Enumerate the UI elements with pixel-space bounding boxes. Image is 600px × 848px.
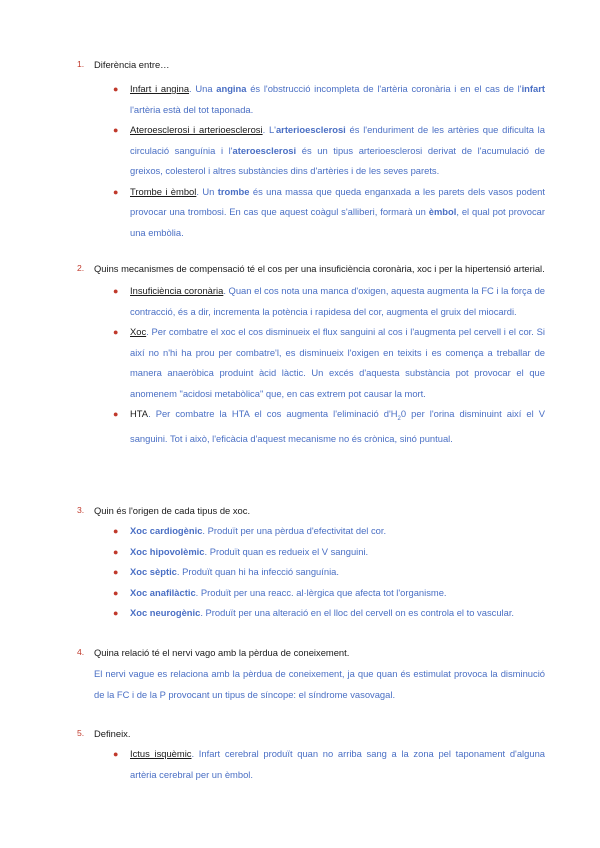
list-item xyxy=(77,322,545,404)
list-item xyxy=(77,521,545,542)
definition: . Per combatre la HTA el cos augmenta l'eliminació $d'H_20$ per l'orina disminuint així el V sanguini. Tot i això, l'eficàcia d'aquest mecanisme no és crònica, sinó puntual. xyxy=(130,408,545,445)
list-item xyxy=(77,182,545,244)
term: HTA xyxy=(130,408,149,419)
bullet-icon: ● xyxy=(113,587,119,598)
list-item xyxy=(77,79,545,120)
answer-list xyxy=(77,744,545,785)
term: Ictus isquèmic xyxy=(130,748,192,759)
bullet-icon: ● xyxy=(113,608,119,618)
question-number: 1. xyxy=(77,59,85,69)
list-item xyxy=(77,603,545,624)
bullet-icon: ● xyxy=(113,84,119,94)
bullet-icon: ● xyxy=(113,567,119,577)
term: Infart i angina xyxy=(130,83,190,94)
question-number: 4. xyxy=(77,647,85,657)
question-1 xyxy=(77,54,545,243)
term: Trombe i èmbol xyxy=(130,185,197,197)
bullet-icon: ● xyxy=(113,409,119,419)
term: Insuficiència coronària xyxy=(130,285,224,296)
question-text: Quin és l'origen de cada tipus de xoc. xyxy=(94,505,251,516)
definition: . Produït per una reacc. al·lèrgica que afecta tot l'organisme. xyxy=(195,586,447,598)
question-number: 5. xyxy=(77,728,85,738)
term: Xoc sèptic xyxy=(130,566,177,577)
list-item xyxy=(77,583,545,604)
question-5 xyxy=(77,723,545,785)
bullet-icon: ● xyxy=(113,546,119,557)
bullet-icon: ● xyxy=(113,526,119,536)
question-text: Defineix. xyxy=(94,728,131,739)
definition: . Quan el cos nota una manca d'oxigen, aquesta augmenta la FC i la força de contracció, és a dir, incrementa la potència i rapidesa del cor, augmenta el gruix del miocardi. xyxy=(130,285,545,317)
term: Xoc hipovolèmic xyxy=(130,545,205,557)
question-text: Quina relació té el nervi vago amb la pèrdua de coneixement. xyxy=(94,647,350,658)
term: Ateroesclerosi i arterioesclerosi xyxy=(130,124,263,135)
answer-list xyxy=(77,521,545,624)
term: Xoc cardiogènic xyxy=(130,525,203,536)
definition: . Produït per una alteració en el lloc del cervell on es controla el to vascular. xyxy=(200,607,515,618)
list-item xyxy=(77,120,545,182)
answer-list xyxy=(77,281,545,450)
term: Xoc neurogènic xyxy=(130,607,201,618)
term: Xoc anafilàctic xyxy=(130,586,196,598)
question-2 xyxy=(77,258,545,450)
definition: . Per combatre el xoc el cos disminueix el flux sanguini al cos i l'augmenta pel cervell i el cor. Si així no n'hi ha prou per combatre'l, es disminueix l'oxigen en teixits i es comença a treballar de manera anaeròbica produint àcid làctic. Un excés d'aquesta substància pot provocar el que anomenem "acidosi metabòlica" que, en cas extrem pot causar la mort. xyxy=(130,326,545,399)
question-number: 2. xyxy=(77,263,85,273)
answer-text: El nervi vague es relaciona amb la pèrdua de coneixement, ja que quan és estimulat provoca la disminució de la FC i de la P provocant un tipus de síncope: el síndrome vasovagal. xyxy=(94,668,545,700)
question-number: 3. xyxy=(77,505,85,515)
list-item xyxy=(77,744,545,785)
list-item xyxy=(77,562,545,583)
definition: . Produït quan es redueix el V sanguini. xyxy=(204,545,369,557)
bullet-icon: ● xyxy=(113,125,119,135)
definition: . Una angina és l'obstrucció incompleta de l'artèria coronària i en el cas de l'infart l'artèria està del tot taponada. xyxy=(130,83,545,115)
list-item xyxy=(77,404,545,450)
question-text: Diferència entre… xyxy=(94,59,170,70)
list-item xyxy=(77,281,545,322)
definition: . Produït quan hi ha infecció sanguínia. xyxy=(176,566,339,577)
bullet-icon: ● xyxy=(113,286,119,296)
bullet-icon: ● xyxy=(113,327,119,337)
answer-list xyxy=(77,79,545,243)
definition: . Un trombe és una massa que queda enganxada a les parets dels vasos podent provocar una trombosi. En cas que aquest coàgul s'alliberi, formarà un èmbol, el qual pot provocar una embòlia. xyxy=(130,185,545,238)
question-4 xyxy=(77,642,545,705)
question-text: Quins mecanismes de compensació té el cos per una insuficiència coronària, xoc i per la hipertensió arterial. xyxy=(94,263,545,274)
question-3 xyxy=(77,500,545,624)
bullet-icon: ● xyxy=(113,749,119,759)
definition: . Infart cerebral produït quan no arriba sang a la zona pel taponament d'alguna artèria cerebral per un èmbol. xyxy=(130,748,545,780)
definition: . Produït per una pèrdua d'efectivitat del cor. xyxy=(202,525,387,536)
bullet-icon: ● xyxy=(113,186,119,197)
term: Xoc xyxy=(130,326,147,337)
definition: . L'arterioesclerosi és l'enduriment de les artèries que dificulta la circulació sanguínia i l'ateroesclerosi és un tipus arterioesclerosi derivat de l'acumulació de greixos, colesterol i altres substàncies dins d'artèries i de les seves parets. xyxy=(130,124,545,176)
list-item xyxy=(77,542,545,563)
